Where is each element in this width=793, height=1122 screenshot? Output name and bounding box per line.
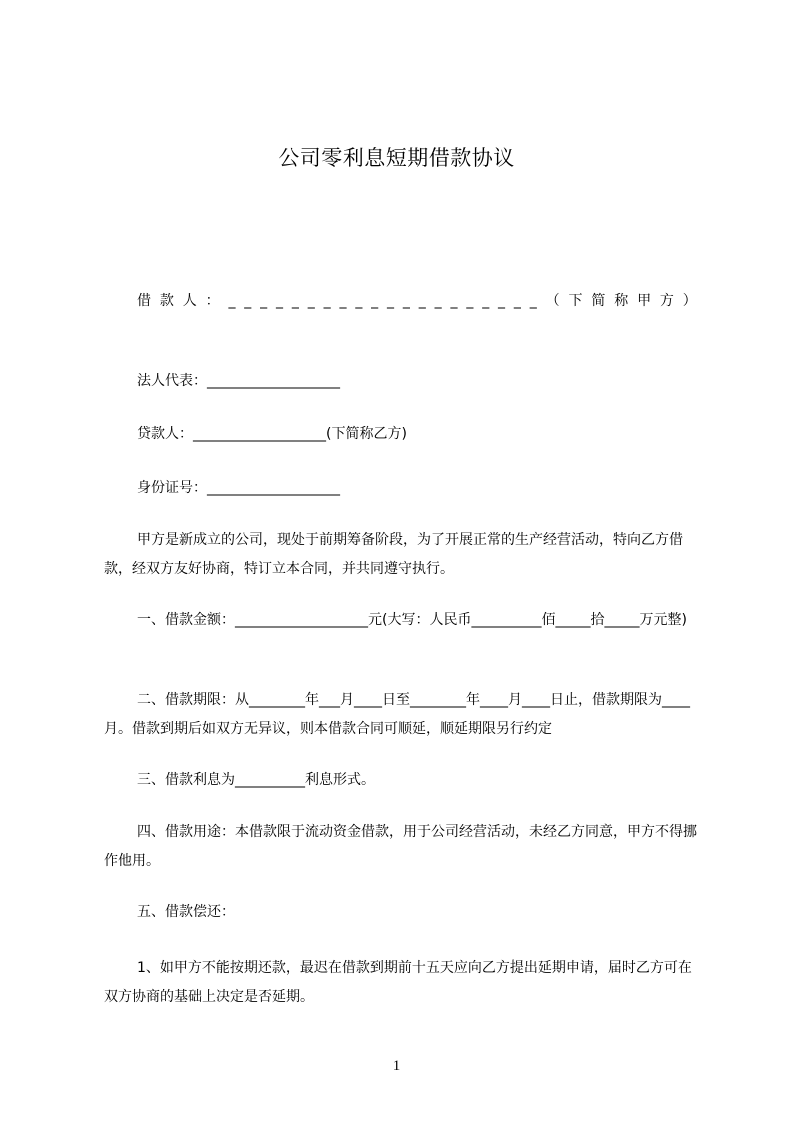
lender-line: 贷款人：___________________(下简称乙方) <box>137 426 407 442</box>
clause-loan-amount: 一、借款金额：___________________元(大写：人民币__________佰_____拾_____万元整) <box>137 612 687 628</box>
borrower-line: 借 款 人 ： _ _ _ _ _ _ _ _ _ _ _ _ _ _ _ _ _ _ _ _ （ 下 简 称 甲 方 ） <box>137 293 697 309</box>
legal-representative-line: 法人代表：___________________ <box>137 373 340 389</box>
clause-repayment-item-1: 1、如甲方不能按期还款，最迟在借款到期前十五天应向乙方提出延期申请，届时乙方可在双方协商的基础上决定是否延期。 <box>104 960 692 1005</box>
clause-loan-purpose: 四、借款用途：本借款限于流动资金借款，用于公司经营活动，未经乙方同意，甲方不得挪作他用。 <box>104 824 697 869</box>
document-title: 公司零利息短期借款协议 <box>278 146 515 170</box>
intro-paragraph: 甲方是新成立的公司，现处于前期筹备阶段，为了开展正常的生产经营活动，特向乙方借款，经双方友好协商，特订立本合同，并共同遵守执行。 <box>104 532 683 577</box>
id-number-line: 身份证号：___________________ <box>137 480 340 496</box>
clause-loan-term: 二、借款期限：从________年___月____日至________年____月____日止，借款期限为____月。借款到期后如双方无异议，则本借款合同可顺延，顺延期限另行约定 <box>104 692 690 737</box>
clause-interest: 三、借款利息为__________利息形式。 <box>137 772 375 788</box>
clause-repayment-heading: 五、借款偿还： <box>137 904 235 920</box>
page-number: 1 <box>392 1058 401 1074</box>
